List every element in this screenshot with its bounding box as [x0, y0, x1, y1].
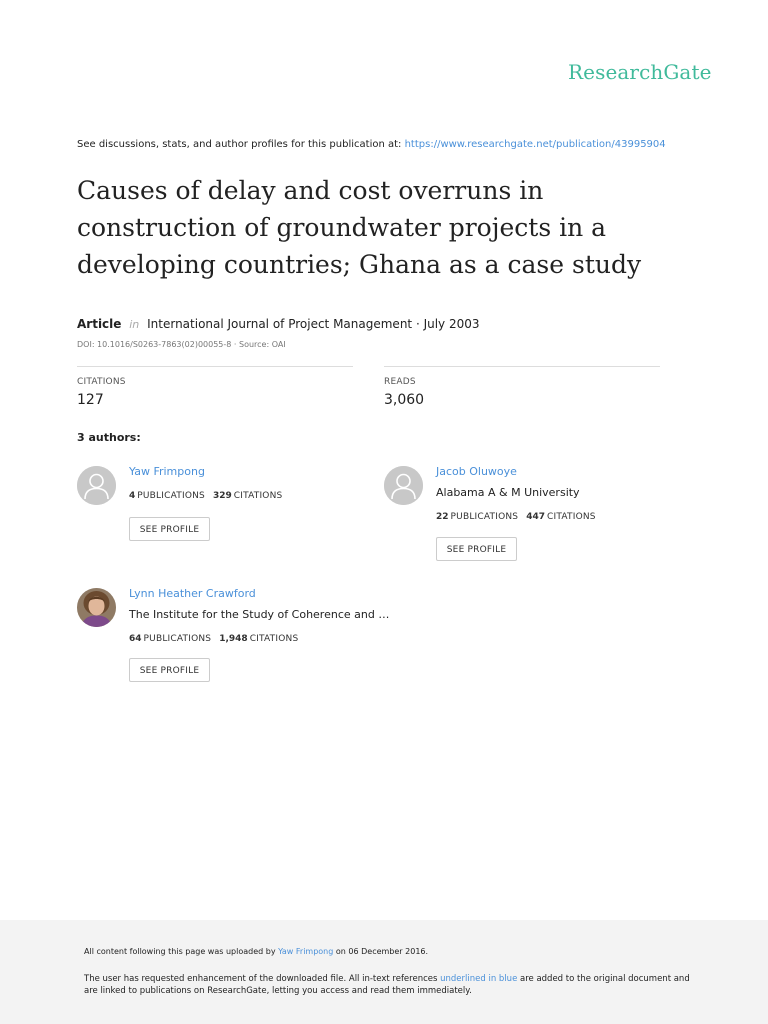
author-name-link[interactable]: Jacob Oluwoye [436, 465, 517, 478]
publication-title: Causes of delay and cost overruns in construction of groundwater projects in a developing countries; Ghana as a case study [77, 176, 642, 279]
reads-label: READS [384, 377, 416, 387]
publications-count: 64 [129, 634, 142, 644]
placeholder-avatar-icon[interactable] [77, 466, 116, 505]
reads-stat [384, 366, 660, 408]
see-profile-button[interactable]: SEE PROFILE [436, 537, 517, 561]
publications-count: 22 [436, 512, 449, 522]
author-name-link[interactable]: Yaw Frimpong [129, 465, 205, 478]
author-name-link[interactable]: Lynn Heather Crawford [129, 587, 256, 600]
author-counts [129, 491, 282, 501]
citations-label: CITATIONS [249, 634, 299, 644]
citations-value: 127 [77, 392, 104, 408]
authors-heading: 3 authors: [77, 431, 141, 444]
publications-label: PUBLICATIONS [137, 491, 205, 501]
publications-count: 4 [129, 491, 136, 501]
author-affiliation: Alabama A & M University [436, 486, 580, 499]
publications-label: PUBLICATIONS [143, 634, 212, 644]
notice-prefix: The user has requested enhancement of the downloaded file. All in-text references [84, 974, 438, 984]
placeholder-avatar-icon[interactable] [384, 466, 423, 505]
journal-date: International Journal of Project Management · July 2003 [147, 317, 480, 331]
publications-label: PUBLICATIONS [450, 512, 519, 522]
publication-url-link[interactable]: https://www.researchgate.net/publication/43995904 [404, 139, 666, 150]
citations-count: 447 [526, 512, 546, 522]
discussion-prefix: See discussions, stats, and author profiles for this publication at: [77, 139, 402, 150]
citations-count: 1,948 [219, 634, 248, 644]
doi-line: DOI: 10.1016/S0263-7863(02)00055-8 · Source: OAI [77, 340, 286, 349]
discussion-line [77, 139, 666, 150]
publication-meta [77, 317, 480, 331]
upload-notice [84, 947, 428, 956]
notice-highlight: underlined in blue [440, 974, 518, 984]
author-affiliation: The Institute for the Study of Coherence and … [129, 608, 390, 621]
in-word: in [129, 318, 140, 331]
citations-count: 329 [212, 491, 232, 501]
photo-avatar[interactable] [77, 588, 116, 627]
enhancement-notice [84, 973, 704, 997]
see-profile-button[interactable]: SEE PROFILE [129, 658, 210, 682]
citations-stat [77, 366, 353, 408]
citations-label: CITATIONS [547, 512, 596, 522]
see-profile-button[interactable]: SEE PROFILE [129, 517, 210, 541]
notice-suffix: are added to the original document and are linked to publications on ResearchGate, letting you access and read them immediately. [84, 974, 690, 996]
footer [0, 920, 768, 1024]
author-counts [129, 634, 298, 644]
uploaded-suffix: on 06 December 2016. [335, 947, 429, 956]
publication-type: Article [77, 317, 122, 331]
citations-label: CITATIONS [233, 491, 283, 501]
uploaded-prefix: All content following this page was uploaded by [84, 947, 276, 956]
author-counts [436, 512, 596, 522]
uploader-link[interactable]: Yaw Frimpong [278, 947, 334, 956]
citations-label: CITATIONS [77, 377, 126, 387]
reads-value: 3,060 [384, 392, 425, 408]
researchgate-logo[interactable]: ResearchGate [568, 60, 712, 84]
